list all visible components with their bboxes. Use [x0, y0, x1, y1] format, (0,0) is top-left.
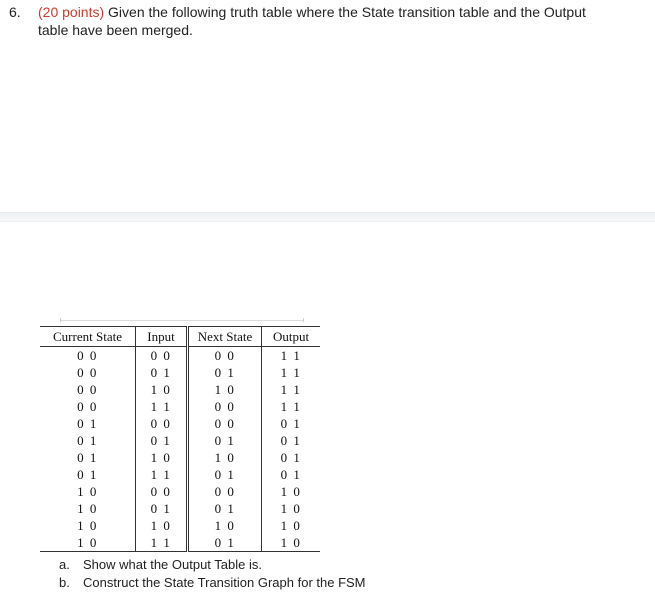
cell-input: 0 0 — [136, 415, 188, 432]
cell-output: 1 1 — [280, 364, 302, 380]
question-text — [38, 3, 628, 39]
table-row — [40, 364, 320, 381]
cell-output: 1 0 — [280, 517, 302, 533]
cell-input: 0 0 — [136, 483, 188, 500]
cell-next-state: 0 1 — [188, 534, 262, 552]
table-row — [40, 381, 320, 398]
header-output: Output — [262, 327, 321, 347]
table-row — [40, 483, 320, 500]
subquestion-text: Construct the State Transition Graph for the FSM — [83, 575, 366, 590]
cell-current-state: 0 1 — [40, 432, 136, 449]
cell-input: 1 1 — [136, 534, 188, 552]
cell-output: 1 0 — [262, 534, 321, 552]
cell-next-state: 0 1 — [188, 364, 262, 381]
cell-output: 1 1 — [280, 347, 302, 363]
question-text-line1: Given the following truth table where the State transition table and the Output — [104, 4, 586, 20]
table-header-row — [40, 327, 320, 347]
rule-tick-right — [303, 318, 304, 322]
cell-input: 1 1 — [136, 466, 188, 483]
cell-next-state: 0 1 — [188, 466, 262, 483]
cell-current-state: 1 0 — [40, 534, 136, 552]
cell-input: 0 1 — [136, 432, 188, 449]
cell-current-state: 1 0 — [40, 483, 136, 500]
cell-next-state: 0 0 — [188, 398, 262, 415]
cell-output: 1 0 — [280, 500, 302, 516]
table-row — [40, 449, 320, 466]
cell-current-state: 0 0 — [40, 364, 136, 381]
cell-output: 1 1 — [280, 381, 302, 397]
cell-output: 1 1 — [280, 398, 302, 414]
cell-input: 1 0 — [136, 449, 188, 466]
subquestion-a — [59, 557, 262, 573]
cell-current-state: 1 0 — [40, 517, 136, 534]
cell-output: 1 0 — [280, 483, 302, 499]
cell-current-state: 0 0 — [40, 381, 136, 398]
rule-tick-left — [60, 318, 61, 322]
table-row — [40, 347, 320, 365]
table-row — [40, 534, 320, 552]
header-next-state: Next State — [188, 327, 262, 347]
cell-next-state: 0 0 — [188, 347, 262, 365]
subquestion-b — [59, 575, 366, 591]
subquestion-letter: a. — [59, 557, 70, 572]
question-number: 6. — [9, 4, 21, 20]
cell-next-state: 1 0 — [188, 517, 262, 534]
cell-current-state: 0 0 — [40, 398, 136, 415]
truth-table — [40, 326, 320, 552]
question-text-line2: table have been merged. — [38, 22, 193, 38]
header-current-state: Current State — [40, 327, 136, 347]
table-row — [40, 415, 320, 432]
cell-next-state: 0 0 — [188, 415, 262, 432]
cell-input: 0 1 — [136, 364, 188, 381]
cell-input: 0 0 — [136, 347, 188, 365]
cell-input: 1 0 — [136, 517, 188, 534]
table-row — [40, 466, 320, 483]
cell-current-state: 0 1 — [40, 466, 136, 483]
cell-next-state: 1 0 — [188, 449, 262, 466]
cell-next-state: 1 0 — [188, 381, 262, 398]
header-input: Input — [136, 327, 188, 347]
cell-input: 0 1 — [136, 500, 188, 517]
cell-current-state: 1 0 — [40, 500, 136, 517]
table-top-rule — [60, 320, 304, 321]
cell-output: 0 1 — [280, 449, 302, 465]
cell-input: 1 1 — [136, 398, 188, 415]
cell-output: 0 1 — [280, 466, 302, 482]
table-row — [40, 398, 320, 415]
cell-output: 0 1 — [280, 432, 302, 448]
table-row — [40, 432, 320, 449]
subquestion-letter: b. — [59, 575, 70, 590]
cell-current-state: 0 0 — [40, 347, 136, 365]
cell-input: 1 0 — [136, 381, 188, 398]
cell-next-state: 0 1 — [188, 500, 262, 517]
cell-next-state: 0 0 — [188, 483, 262, 500]
points-label: (20 points) — [38, 4, 105, 20]
cell-next-state: 0 1 — [188, 432, 262, 449]
subquestion-text: Show what the Output Table is. — [83, 557, 262, 572]
table-row — [40, 517, 320, 534]
cell-current-state: 0 1 — [40, 449, 136, 466]
cell-current-state: 0 1 — [40, 415, 136, 432]
cell-output: 0 1 — [280, 415, 302, 431]
section-divider — [0, 212, 655, 222]
table-row — [40, 500, 320, 517]
